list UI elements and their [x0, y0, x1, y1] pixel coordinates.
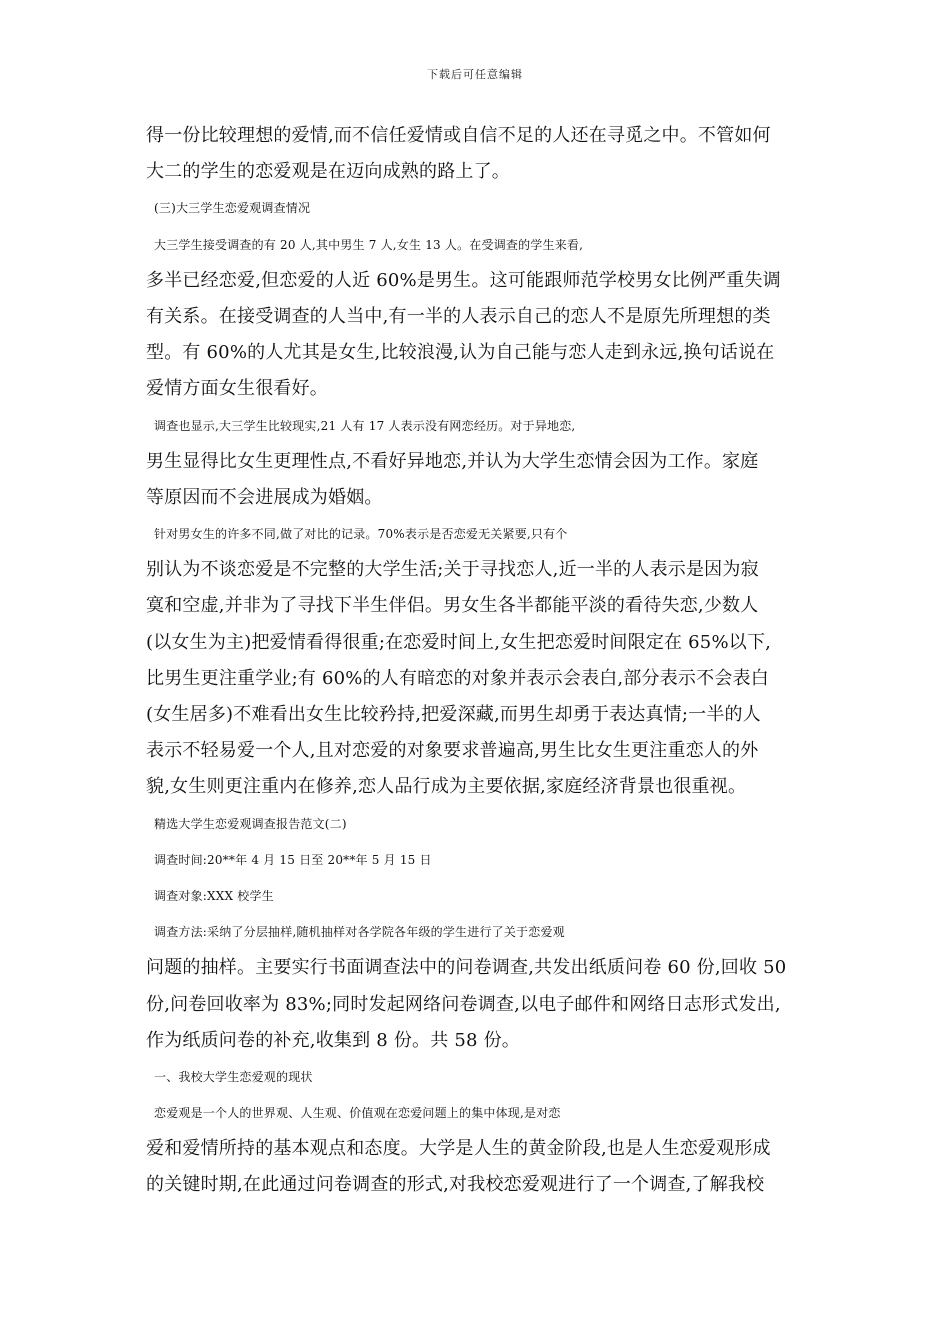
text-line: 的关键时期,在此通过问卷调查的形式,对我校恋爱观进行了一个调查,了解我校	[146, 1174, 765, 1196]
page-header: 下载后可任意编辑	[427, 68, 523, 81]
text-line: 有关系。在接受调查的人当中,有一半的人表示自己的恋人不是原先所理想的类	[146, 305, 771, 327]
text-line: 男生显得比女生更理性点,不看好异地恋,并认为大学生恋情会因为工作。家庭	[146, 450, 759, 472]
text-line: (三)大三学生恋爱观调查情况	[154, 201, 311, 216]
text-line: 别认为不谈恋爱是不完整的大学生活;关于寻找恋人,近一半的人表示是因为寂	[146, 559, 759, 581]
text-line: 比男生更注重学业;有 60%的人有暗恋的对象并表示会表白,部分表示不会表白	[146, 667, 769, 689]
text-line: 作为纸质问卷的补充,收集到 8 份。共 58 份。	[146, 1029, 520, 1051]
text-line: 调查方法:采纳了分层抽样,随机抽样对各学院各年级的学生进行了关于恋爱观	[154, 925, 565, 940]
text-line: 型。有 60%的人尤其是女生,比较浪漫,认为自己能与恋人走到永远,换句话说在	[146, 342, 775, 364]
text-line: 问题的抽样。主要实行书面调查法中的问卷调查,共发出纸质问卷 60 份,回收 50	[146, 957, 787, 979]
text-line: 针对男女生的许多不同,做了对比的记录。70%表示是否恋爱无关紧要,只有个	[154, 527, 568, 542]
text-line: 等原因而不会进展成为婚姻。	[146, 486, 383, 508]
text-line: 调查对象:XXX 校学生	[154, 888, 274, 903]
text-line: 貌,女生则更注重内在修养,恋人品行成为主要依据,家庭经济背景也很重视。	[146, 776, 747, 798]
text-line: 大二的学生的恋爱观是在迈向成熟的路上了。	[146, 161, 510, 183]
text-line: 寞和空虚,并非为了寻找下半生伴侣。男女生各半都能平淡的看待失恋,少数人	[146, 595, 759, 617]
text-line: 大三学生接受调查的有 20 人,其中男生 7 人,女生 13 人。在受调查的学生来看,	[154, 237, 584, 252]
text-line: 得一份比较理想的爱情,而不信任爱情或自信不足的人还在寻觅之中。不管如何	[146, 125, 771, 146]
text-line: (女生居多)不难看出女生比较矜持,把爱深藏,而男生却勇于表达真情;一半的人	[146, 704, 761, 725]
text-line: 一、我校大学生恋爱观的现状	[154, 1069, 313, 1084]
text-line: 爱情方面女生很看好。	[146, 378, 328, 400]
text-line: 恋爱观是一个人的世界观、人生观、价值观在恋爱问题上的集中体现,是对恋	[154, 1106, 561, 1121]
text-line: 爱和爱情所持的基本观点和态度。大学是人生的黄金阶段,也是人生恋爱观形成	[146, 1138, 771, 1160]
text-line: 份,问卷回收率为 83%;同时发起网络问卷调查,以电子邮件和网络日志形式发出,	[146, 993, 781, 1015]
text-line: 表示不轻易爱一个人,且对恋爱的对象要求普遍高,男生比女生更注重恋人的外	[146, 740, 759, 762]
text-line: 精选大学生恋爱观调查报告范文(二)	[154, 816, 347, 831]
document-body	[146, 118, 814, 1204]
text-line: (以女生为主)把爱情看得很重;在恋爱时间上,女生把恋爱时间限定在 65%以下,	[146, 631, 772, 653]
text-line: 调查时间:20**年 4 月 15 日至 20**年 5 月 15 日	[154, 852, 432, 867]
text-line: 调查也显示,大三学生比较现实,21 人有 17 人表示没有网恋经历。对于异地恋,	[154, 418, 576, 433]
text-line: 多半已经恋爱,但恋爱的人近 60%是男生。这可能跟师范学校男女比例严重失调	[146, 269, 781, 291]
